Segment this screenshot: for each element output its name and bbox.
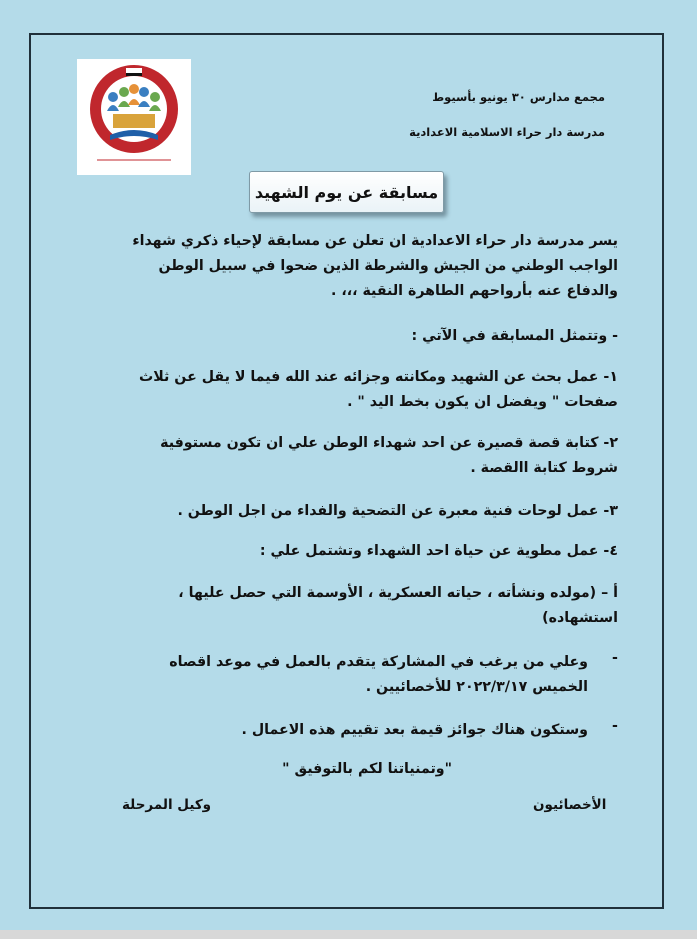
note-2 xyxy=(130,718,588,743)
item-2-text: ٢- كتابة قصة قصيرة عن احد شهداء الوطن علي ان تكون مستوفية شروط كتابة االقصة . xyxy=(160,435,618,476)
item-1-text: ١- عمل بحث عن الشهيد ومكانته وجزائه عند الله فيما لا يقل عن ثلاث صفحات " ويفضل ان يكون بخط اليد " . xyxy=(139,369,618,410)
closing-text: "وتمنياتنا لكم بالتوفيق " xyxy=(282,761,452,777)
note-2-bullet: - xyxy=(612,718,618,734)
note-1-bullet: - xyxy=(612,650,618,666)
intro-text: يسر مدرسة دار حراء الاعدادية ان تعلن عن مسابقة لإحياء ذكري شهداء الواجب الوطني من الجيش والشرطة الذين ضحوا في سبيل الوطن والدفاع عنه بأرواحهم الطاهرة النقية ،،، . xyxy=(132,233,618,299)
school-logo xyxy=(77,59,191,175)
item-3 xyxy=(110,499,618,524)
item-1 xyxy=(110,365,618,415)
item-4-text: ٤- عمل مطوية عن حياة احد الشهداء وتشتمل علي : xyxy=(259,543,618,559)
note-2-text: وستكون هناك جوائز قيمة بعد تقييم هذه الاعمال . xyxy=(241,722,588,738)
item-2 xyxy=(110,431,618,481)
sub-item-text: أ – (مولده ونشأته ، حياته العسكرية ، الأوسمة التي حصل عليها ، استشهاده) xyxy=(178,585,618,626)
competition-lead xyxy=(110,324,618,349)
closing xyxy=(130,757,452,782)
complex-name: مجمع مدارس ٣٠ يونيو بأسيوط xyxy=(432,90,605,104)
signature-specialists: الأخصائيون xyxy=(533,797,607,813)
signature-stage-deputy: وكيل المرحلة xyxy=(122,797,212,813)
sub-item xyxy=(110,581,618,631)
note-1-text: وعلي من يرغب في المشاركة يتقدم بالعمل في موعد اقصاه الخميس ٢٠٢٢/٣/١٧ للأخصائيين . xyxy=(169,654,588,695)
lead-text: - وتتمثل المسابقة في الآتي : xyxy=(411,328,618,344)
intro-paragraph xyxy=(110,229,618,304)
item-4 xyxy=(110,539,618,564)
school-name: مدرسة دار حراء الاسلامية الاعدادية xyxy=(409,125,605,139)
page-bottom-strip xyxy=(0,930,697,939)
page-title: مسابقة عن يوم الشهيد xyxy=(249,171,444,213)
note-1 xyxy=(130,650,588,700)
item-3-text: ٣- عمل لوحات فنية معبرة عن التضحية والفداء من اجل الوطن . xyxy=(177,503,618,519)
